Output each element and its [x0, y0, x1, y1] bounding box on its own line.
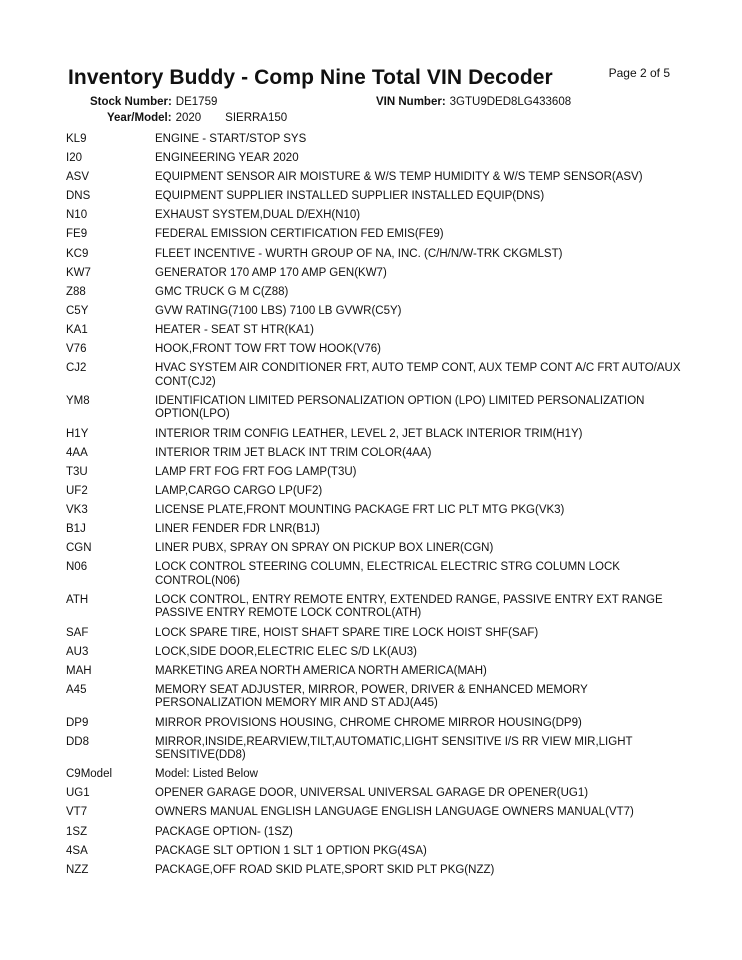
option-description: INTERIOR TRIM JET BLACK INT TRIM COLOR(4AA)	[155, 446, 432, 459]
vin-number-label: VIN Number:	[376, 96, 446, 108]
option-code: FE9	[66, 228, 88, 241]
option-description: ENGINEERING YEAR 2020	[155, 152, 299, 165]
code-row	[66, 395, 686, 422]
year-value: 2020	[175, 112, 202, 124]
option-description: OWNERS MANUAL ENGLISH LANGUAGE ENGLISH LANGUAGE OWNERS MANUAL(VT7)	[155, 806, 634, 819]
option-code: C5Y	[66, 304, 89, 317]
option-code: YM8	[66, 394, 90, 407]
code-row	[66, 523, 686, 537]
option-description: OPENER GARAGE DOOR, UNIVERSAL UNIVERSAL GARAGE DR OPENER(UG1)	[155, 787, 589, 800]
code-row	[66, 845, 686, 859]
option-description: LICENSE PLATE,FRONT MOUNTING PACKAGE FRT LIC PLT MTG PKG(VK3)	[155, 503, 565, 516]
code-row	[66, 343, 686, 357]
option-description: HEATER - SEAT ST HTR(KA1)	[155, 323, 314, 336]
option-description: ENGINE - START/STOP SYS	[155, 133, 307, 145]
option-description: MIRROR,INSIDE,REARVIEW,TILT,AUTOMATIC,LIGHT SENSITIVE I/S RR VIEW MIR,LIGHT SENSITIVE(DD8)	[155, 735, 633, 762]
option-code: KL9	[66, 133, 87, 145]
option-description: HVAC SYSTEM AIR CONDITIONER FRT, AUTO TEMP CONT, AUX TEMP CONT A/C FRT AUTO/AUX CONT(CJ2)	[155, 362, 681, 388]
option-description: PACKAGE,OFF ROAD SKID PLATE,SPORT SKID PLT PKG(NZZ)	[155, 863, 495, 876]
option-code: KA1	[66, 323, 88, 336]
option-code: AU3	[66, 645, 89, 658]
code-row	[66, 826, 686, 840]
page-number: Page 2 of 5	[608, 66, 670, 80]
option-description: HOOK,FRONT TOW FRT TOW HOOK(V76)	[155, 343, 381, 356]
option-description: GMC TRUCK G M C(Z88)	[155, 285, 289, 298]
option-description: LAMP FRT FOG FRT FOG LAMP(T3U)	[155, 465, 357, 478]
option-description: LOCK CONTROL, ENTRY REMOTE ENTRY, EXTENDED RANGE, PASSIVE ENTRY EXT RANGE PASSIVE ENTRY REMOTE LOCK CONTROL(ATH)	[155, 593, 663, 620]
option-code: A45	[66, 683, 87, 696]
code-row	[66, 152, 686, 166]
stock-number-value: DE1759	[175, 96, 218, 108]
code-row	[66, 485, 686, 499]
option-code: N06	[66, 561, 88, 574]
code-row	[66, 561, 686, 588]
option-code: UF2	[66, 484, 88, 497]
code-list	[66, 133, 686, 883]
code-row	[66, 768, 686, 782]
option-description: FLEET INCENTIVE - WURTH GROUP OF NA, INC. (C/H/N/W-TRK CKGMLST)	[155, 247, 563, 260]
code-row	[66, 627, 686, 641]
option-code: VT7	[66, 806, 88, 819]
page-title: Inventory Buddy - Comp Nine Total VIN Decoder	[68, 66, 553, 89]
option-code: DP9	[66, 716, 89, 729]
option-code: H1Y	[66, 427, 89, 440]
model-value: SIERRA150	[225, 112, 288, 124]
option-description: GENERATOR 170 AMP 170 AMP GEN(KW7)	[155, 266, 387, 279]
option-code: CJ2	[66, 362, 87, 375]
option-description: LOCK SPARE TIRE, HOIST SHAFT SPARE TIRE LOCK HOIST SHF(SAF)	[155, 626, 539, 639]
option-code: V76	[66, 343, 87, 356]
option-description: LOCK,SIDE DOOR,ELECTRIC ELEC S/D LK(AU3)	[155, 645, 418, 658]
code-row	[66, 248, 686, 262]
option-description: GVW RATING(7100 LBS) 7100 LB GVWR(C5Y)	[155, 304, 402, 317]
option-code: ATH	[66, 593, 89, 606]
code-row	[66, 594, 686, 621]
code-row	[66, 864, 686, 878]
code-row	[66, 286, 686, 300]
option-code: KW7	[66, 266, 91, 279]
option-code: B1J	[66, 522, 86, 535]
option-description: MEMORY SEAT ADJUSTER, MIRROR, POWER, DRIVER & ENHANCED MEMORY PERSONALIZATION MEMORY MIR AND ST ADJ(A45)	[155, 683, 588, 710]
code-row	[66, 542, 686, 556]
code-row	[66, 190, 686, 204]
option-description: LAMP,CARGO CARGO LP(UF2)	[155, 484, 323, 497]
code-row	[66, 787, 686, 801]
code-row	[66, 209, 686, 223]
option-code: I20	[66, 152, 82, 165]
option-code: T3U	[66, 465, 88, 478]
option-code: UG1	[66, 787, 90, 800]
option-description: LOCK CONTROL STEERING COLUMN, ELECTRICAL ELECTRIC STRG COLUMN LOCK CONTROL(N06)	[155, 561, 620, 587]
option-description: LINER PUBX, SPRAY ON SPRAY ON PICKUP BOX LINER(CGN)	[155, 542, 494, 555]
code-row	[66, 447, 686, 461]
year-model-label: Year/Model:	[107, 112, 172, 124]
option-code: ASV	[66, 171, 90, 184]
option-code: SAF	[66, 626, 89, 639]
code-row	[66, 466, 686, 480]
option-code: KC9	[66, 247, 89, 260]
code-row	[66, 736, 686, 763]
option-code: VK3	[66, 503, 88, 516]
option-code: 4AA	[66, 446, 88, 459]
option-description: FEDERAL EMISSION CERTIFICATION FED EMIS(FE9)	[155, 228, 444, 241]
option-description: PACKAGE SLT OPTION 1 SLT 1 OPTION PKG(4SA)	[155, 844, 427, 857]
code-row	[66, 133, 686, 147]
code-row	[66, 428, 686, 442]
option-description: PACKAGE OPTION- (1SZ)	[155, 825, 293, 838]
option-code: 4SA	[66, 844, 88, 857]
year-model	[107, 112, 287, 124]
code-row	[66, 806, 686, 820]
stock-number	[90, 96, 217, 108]
vin-number-value: 3GTU9DED8LG433608	[449, 96, 572, 108]
option-description: MARKETING AREA NORTH AMERICA NORTH AMERICA(MAH)	[155, 664, 487, 677]
option-code: C9Model	[66, 768, 113, 781]
code-row	[66, 684, 686, 711]
option-description: IDENTIFICATION LIMITED PERSONALIZATION OPTION (LPO) LIMITED PERSONALIZATION OPTION(LPO)	[155, 394, 645, 421]
option-code: CGN	[66, 542, 92, 555]
option-description: Model: Listed Below	[155, 768, 258, 781]
code-row	[66, 267, 686, 281]
code-row	[66, 171, 686, 185]
stock-number-label: Stock Number:	[90, 96, 172, 108]
option-description: MIRROR PROVISIONS HOUSING, CHROME CHROME MIRROR HOUSING(DP9)	[155, 716, 582, 729]
option-description: EQUIPMENT SENSOR AIR MOISTURE & W/S TEMP HUMIDITY & W/S TEMP SENSOR(ASV)	[155, 171, 643, 184]
option-description: INTERIOR TRIM CONFIG LEATHER, LEVEL 2, JET BLACK INTERIOR TRIM(H1Y)	[155, 427, 583, 440]
code-row	[66, 228, 686, 242]
option-code: DD8	[66, 735, 90, 748]
code-row	[66, 665, 686, 679]
vin-number	[376, 96, 571, 108]
code-row	[66, 305, 686, 319]
option-description: EXHAUST SYSTEM,DUAL D/EXH(N10)	[155, 209, 361, 222]
code-row	[66, 646, 686, 660]
option-code: N10	[66, 209, 88, 222]
code-row	[66, 362, 686, 389]
option-description: EQUIPMENT SUPPLIER INSTALLED SUPPLIER INSTALLED EQUIP(DNS)	[155, 190, 545, 203]
code-row	[66, 717, 686, 731]
code-row	[66, 324, 686, 338]
option-code: MAH	[66, 664, 92, 677]
option-code: DNS	[66, 190, 91, 203]
code-row	[66, 504, 686, 518]
option-code: NZZ	[66, 863, 89, 876]
option-code: Z88	[66, 285, 86, 298]
option-description: LINER FENDER FDR LNR(B1J)	[155, 522, 320, 535]
option-code: 1SZ	[66, 825, 88, 838]
